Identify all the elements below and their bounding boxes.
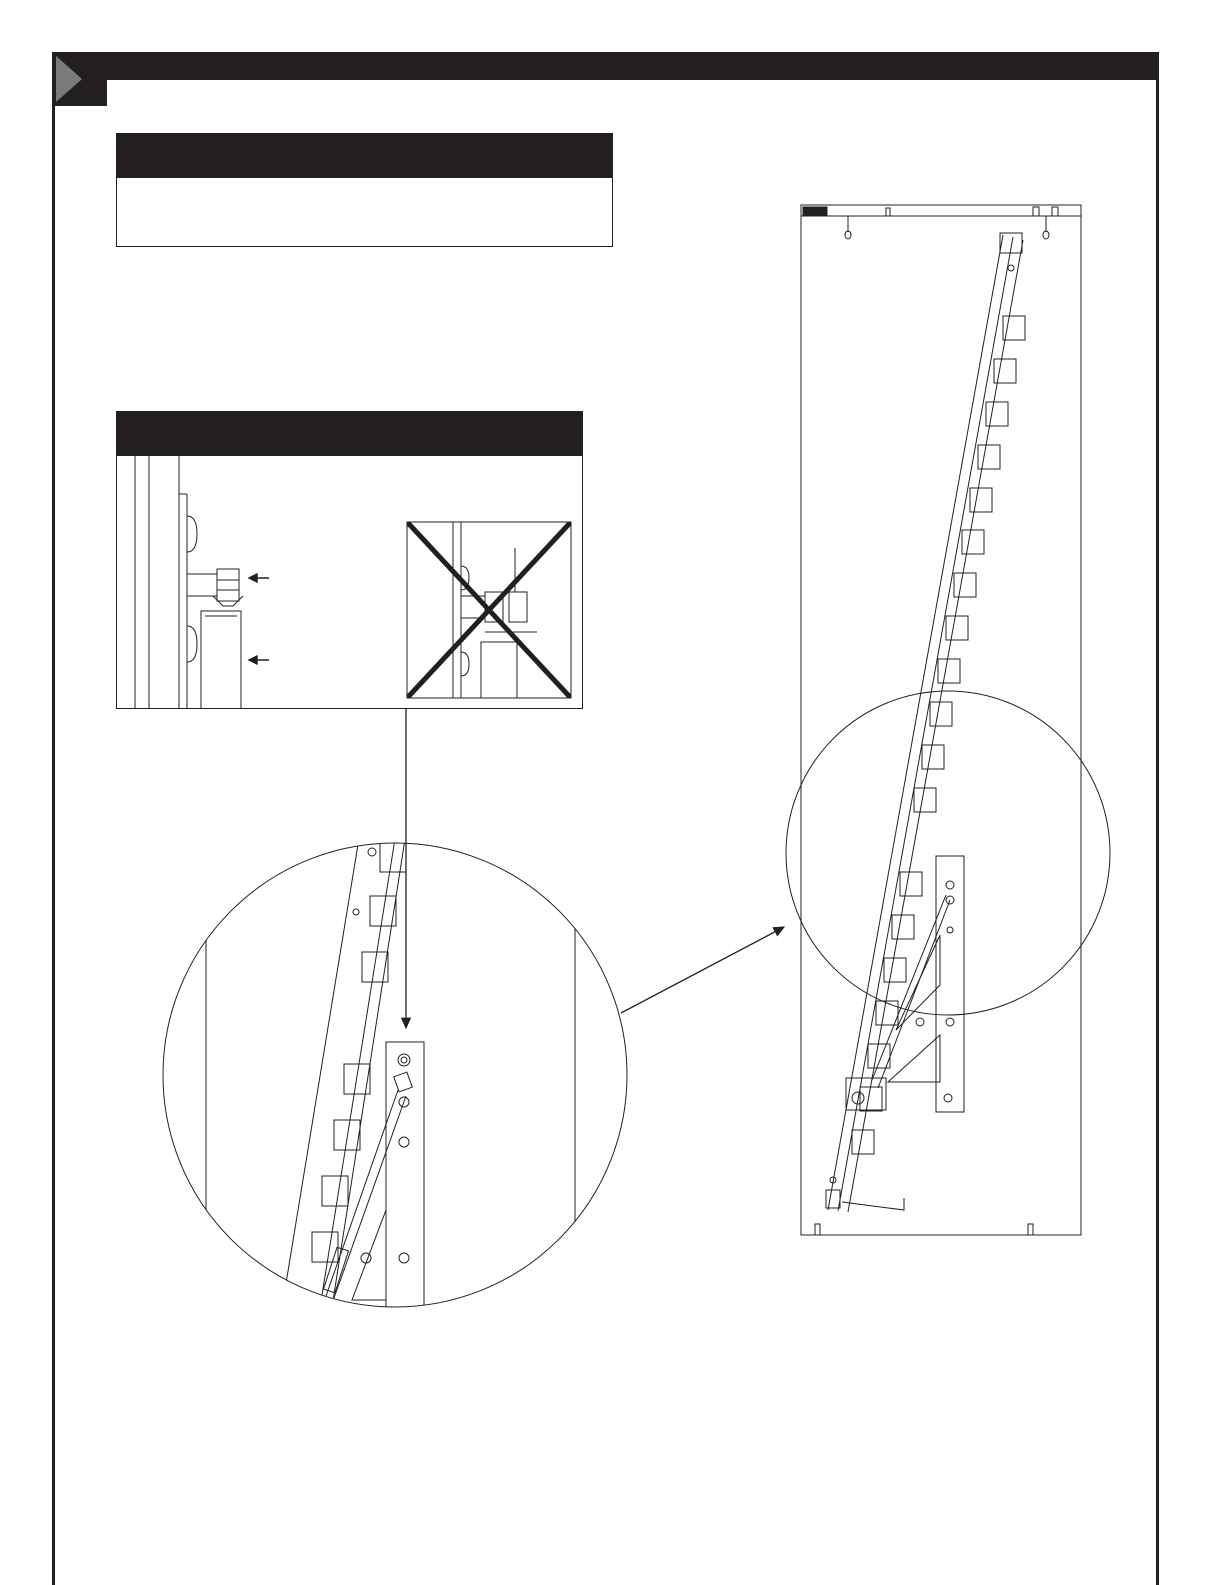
magnify-leader-arrow	[621, 927, 784, 1013]
magnified-view	[163, 820, 627, 1322]
shower-panel	[786, 205, 1110, 1235]
